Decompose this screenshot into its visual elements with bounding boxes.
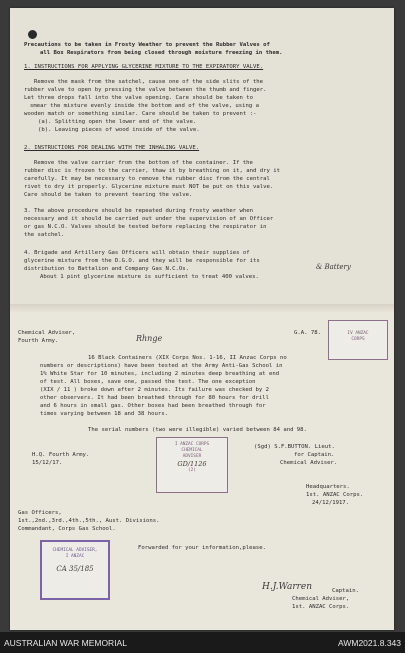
paragraph-line: and 6 hours in small gas. Other boxes had been breathed through for — [40, 403, 266, 409]
reference-number: G.A. 78. — [294, 330, 321, 336]
origin-line: 1st. ANZAC Corps. — [306, 492, 364, 498]
text-line: 4. Brigade and Artillery Gas Officers will obtain their supplies of — [24, 250, 250, 256]
stamp-text: (2) — [188, 468, 196, 473]
distribution-line: 1st.,2nd.,3rd.,4th.,5th., Aust. Divisions. — [18, 518, 160, 524]
origin-line: Headquarters. — [306, 484, 350, 490]
addressee: Chemical Adviser, — [18, 330, 76, 336]
signature-line: (Sgd) S.F.BUTTON. Lieut. — [254, 444, 335, 450]
text-line: carefully. It may be necessary to remove the rubber disc from the central — [24, 176, 270, 182]
stamp-text: CA 35/185 — [56, 565, 94, 573]
signature-line: Chemical Adviser. — [280, 460, 338, 466]
stamp-text: IV ANZAC — [347, 331, 369, 336]
text-line: rivet to dry it properly. Glycerine mixture must NOT be put on this valve. — [24, 184, 274, 190]
text-line: Care should be taken to prevent tearing the valve. — [24, 192, 193, 198]
text-line: (b). Leaving pieces of wood inside of the valve. — [38, 127, 200, 133]
text-line: or gas N.C.O. Valves should be tested before replacing the respirator in — [24, 224, 267, 230]
registry-stamp-bottom-left — [40, 540, 110, 600]
paragraph-line: of test. All boxes, save one, passed the test. The one exception — [40, 379, 256, 385]
registry-stamp-middle — [156, 437, 228, 493]
text-line: wooden match or something similar. Care should be taken to prevent :- — [24, 111, 257, 117]
stamp-text: I ANZAC CORPS — [174, 442, 210, 447]
stamp-text: I ANZAC — [65, 554, 85, 559]
section-heading: 2. INSTRUCTIONS FOR DEALING WITH THE INHALING VALVE. — [24, 145, 200, 151]
instructions-slip — [10, 8, 394, 307]
signature-line: Chemical Adviser, — [292, 596, 350, 602]
stamp-text: CORPS — [351, 337, 365, 342]
text-line: rubber disc is frozen to the carrier, thaw it by breathing on it, and dry it — [24, 168, 280, 174]
text-line: Let three drops fall into the valve opening. Care should be taken to — [24, 95, 254, 101]
archive-name: AUSTRALIAN WAR MEMORIAL — [4, 638, 127, 648]
text-line: rubber valve to open by pressing the valve between the thumb and finger. — [24, 87, 267, 93]
text-line: About 1 pint glycerine mixture is sufficient to treat 400 valves. — [40, 274, 259, 280]
paragraph-line: 1% White Star for 10 minutes, including 2 minutes deep breathing at end — [40, 371, 280, 377]
archive-footer — [0, 632, 405, 653]
paragraph-line: The serial numbers (two were illegible) varied between 84 and 98. — [88, 427, 307, 433]
origin-line: H.Q. Fourth Army. — [32, 452, 90, 458]
title-line: all Box Respirators from being closed through moisture freezing in them. — [40, 50, 283, 56]
paragraph-line: times varying between 18 and 38 hours. — [40, 411, 168, 417]
text-line: necessary and it should be carried out under the supervision of an Officer — [24, 216, 274, 222]
stamp-text: ADVISER — [182, 454, 202, 459]
paragraph-line: other observers. It had been breathed through for 80 hours for drill — [40, 395, 270, 401]
stamp-text: CHEMICAL ADVISER, — [52, 548, 98, 553]
handwritten-initials: Rhnge — [136, 334, 163, 343]
signature-line: for Captain. — [294, 452, 335, 458]
origin-date: 24/12/1917. — [312, 500, 350, 506]
handwritten-insert: & Battery — [316, 263, 351, 271]
paper-fold — [10, 304, 394, 314]
text-line: distribution to Battalion and Company Gas N.C.Os. — [24, 266, 190, 272]
signature-line: Captain. — [332, 588, 359, 594]
paragraph-line: numbers or descriptions) have been tested at the Army Anti-Gas School in — [40, 363, 283, 369]
text-line: Remove the mask from the satchel, cause one of the side slits of the — [34, 79, 264, 85]
paragraph-line: 16 Black Containers (XIX Corps Nos. 1-16, II Anzac Corps no — [88, 355, 287, 361]
section-heading: 1. INSTRUCTIONS FOR APPLYING GLYCERINE MIXTURE TO THE EXPIRATORY VALVE. — [24, 64, 264, 70]
text-line: (a). Splitting open the lower end of the valve. — [38, 119, 197, 125]
distribution-line: Gas Officers, — [18, 510, 62, 516]
text-line: 3. The above procedure should be repeated during frosty weather when — [24, 208, 254, 214]
paragraph-line: (XIX / 11 ) broke down after 2 minutes. Its failure was checked by 2 — [40, 387, 270, 393]
addressee-army: Fourth Army. — [18, 338, 59, 344]
text-line: glycerine mixture from the D.G.O. and they will be responsible for its — [24, 258, 260, 264]
text-line: Remove the valve carrier from the bottom of the container. If the — [34, 160, 253, 166]
signature-line: 1st. ANZAC Corps. — [292, 604, 350, 610]
punch-hole — [28, 30, 37, 39]
text-line: smear the mixture evenly inside the bottom and of the valve, using a — [30, 103, 260, 109]
forwarding-note: Forwarded for your information,please. — [138, 545, 266, 551]
stamp-text: GD/1126 — [177, 460, 207, 468]
accession-number: AWM2021.8.343 — [338, 638, 401, 648]
text-line: the satchel. — [24, 232, 65, 238]
title-line: Precautions to be taken in Frosty Weather to prevent the Rubber Valves of — [24, 42, 270, 48]
stamp-text: CHEMICAL — [181, 448, 203, 453]
origin-date: 15/12/17. — [32, 460, 63, 466]
distribution-line: Commandant, Corps Gas School. — [18, 526, 116, 532]
handwritten-signature: H.J.Warren — [262, 582, 313, 592]
document-sheet — [10, 8, 394, 630]
registry-stamp-top-right — [328, 320, 388, 360]
